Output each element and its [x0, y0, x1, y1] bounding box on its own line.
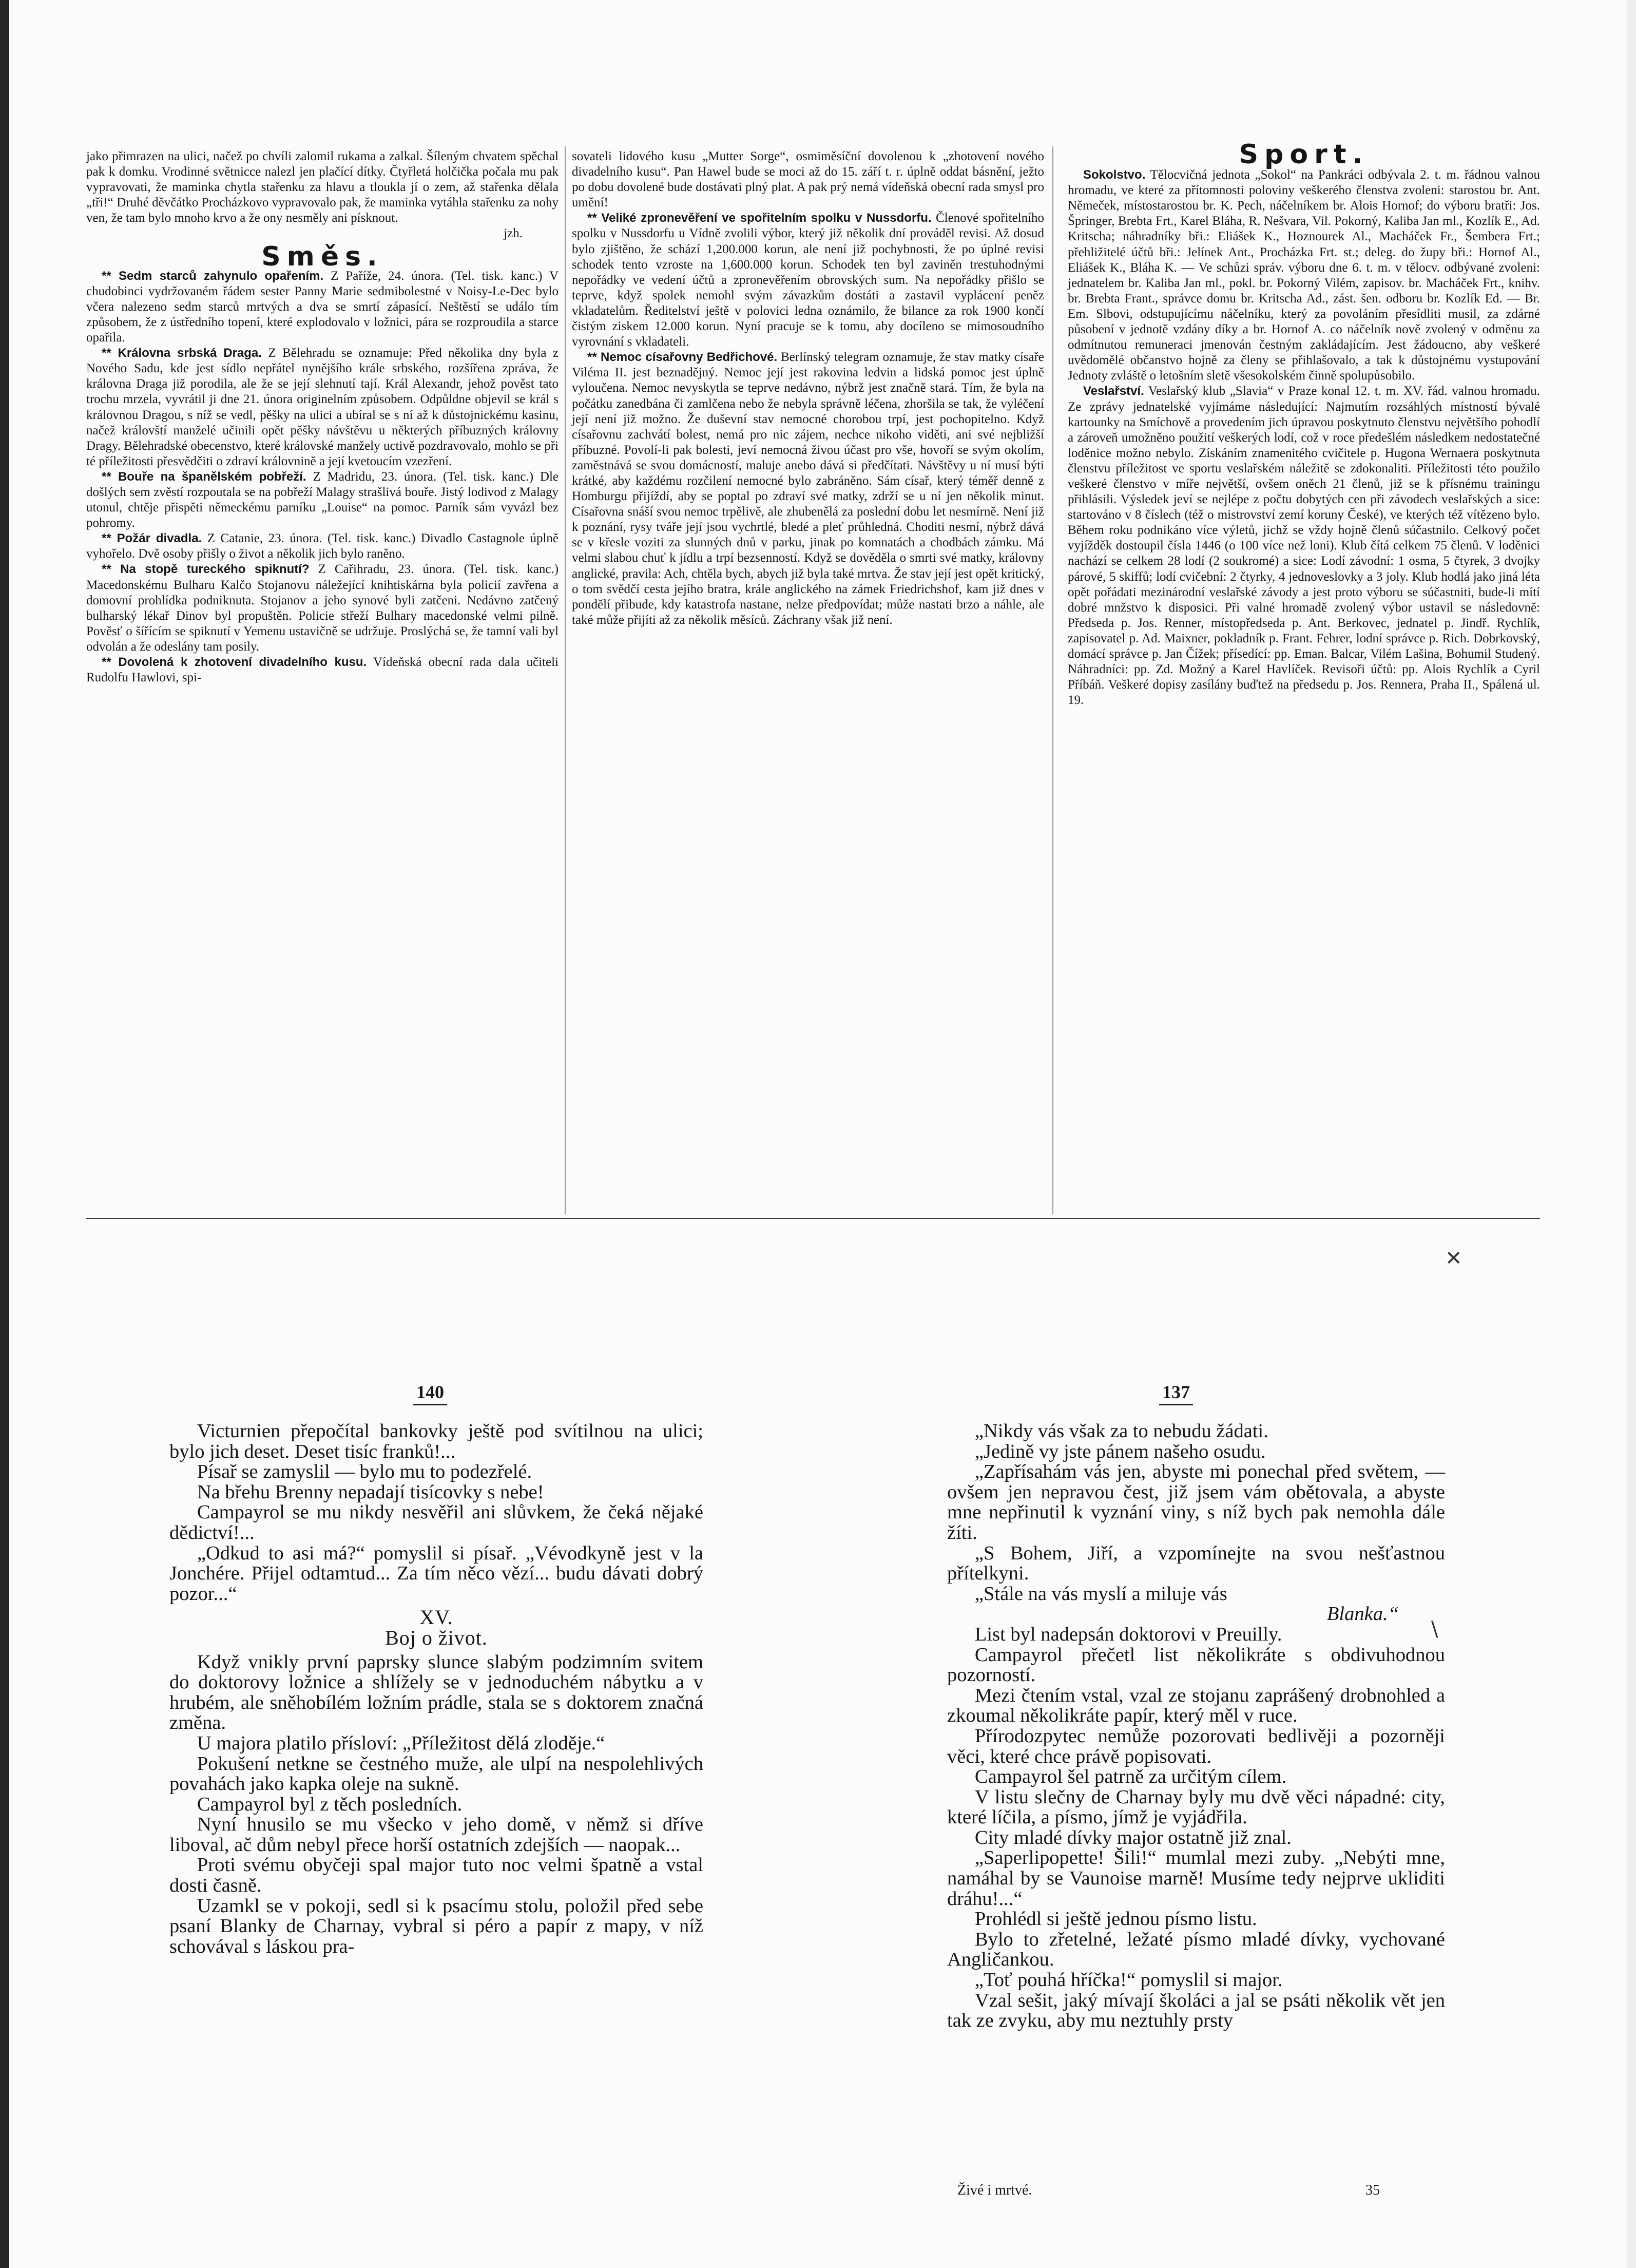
- news-item-text: Tělocvičná jednota „Sokol“ na Pankráci odbývala 2. t. m. řádnou valnou hromadu, ve které za přítomnosti poloviny veškerého členstva zvoleni: starostou br. Ant. Němeček, místostarostou br. K. Pech, náčelníkem br. Alois Hornof; do výboru bratři: Jos. Špringer, Brebta Frt., Karel Bláha, R. Nešvara, Vil. Pokorný, Kaliba Jan ml., Kozlík E., Ad. Kritscha; náhradníky bři.: Eliášek K., Hoznourek Al., Macháček Fr., Šembera Frt.; přehližitelé účtů bři.: Jelínek Ant., Procházka Frt. st.; deleg. do župy bři.: Hornof Al., Eliášek K., Bláha K. — Ve schůzi správ. výboru dne 6. t. m. v tělocv. odbývané zvoleni: jednatelem br. Kaliba Jan ml., pokl. br. Pokorný Vilém, zapisov. br. Macháček Frt., knihv. br. Brebta Frant., správce domu br. Kritscha Ad., zást. šen. odboru br. Kozlík Ed. — Br. Em. Slbovi, odstupujícímu náčelníku, který za povoláním přesídliti musil, za zdárné působení v jednotě vzdány díky a br. Hornof A. co náčelník nově zvolený v odměnu za odmítnutou remuneraci jmenován čestným zakládajícím. Jest žádoucno, aby veškeré uvědomělé občanstvo hojně za členy se přihlašovalo, a tak k důstojnému vystupování Jednoty zvláště o letošním sletě všesokolském činně spolupůsobilo.: [1068, 168, 1540, 383]
- story-paragraph: „S Bohem, Jiří, a vzpomínejte na svou nešťastnou přítelkyni.: [947, 1542, 1445, 1585]
- story-paragraph: Písař se zamyslil — bylo mu to podezřelé.: [197, 1461, 532, 1483]
- story-paragraph: „Nikdy vás však za to nebudu žádati.: [974, 1420, 1268, 1442]
- news-item: [86, 562, 559, 655]
- newspaper-column-2: [572, 149, 1044, 628]
- news-item-headline: Sokolstvo.: [1083, 168, 1146, 182]
- section-title-sport: Sport.: [1239, 139, 1369, 170]
- newspaper-column-3: [1068, 139, 1540, 708]
- story-paragraph: Victurnien přepočítal bankovky ještě pod svítilnou na ulici; bylo jich deset. Deset tisíc franků!...: [169, 1420, 703, 1462]
- story-paragraph: Campayrol byl z těch posledních.: [197, 1793, 463, 1815]
- column-text: sovateli lidového kusu „Mutter Sorge“, osmiměsíční dovolenou k „zhotovení nového divadelního kusu“. Pan Hawel bude se moci až do 15. září t. r. úplně oddat básnění, ježto po dobu dovolené bude dostávati plný plat. A pak prý nemá vídeňská obecní rada smysl pro umění!: [572, 149, 1044, 210]
- story-paragraph: City mladé dívky major ostatně již znal.: [974, 1826, 1292, 1848]
- story-paragraphs: [169, 1652, 703, 1957]
- news-item: [86, 346, 559, 469]
- story-paragraph: Campayrol se mu nikdy nesvěřil ani slůvkem, že čeká nějaké dědictví!...: [169, 1501, 703, 1543]
- news-item-text: Berlínský telegram oznamuje, že stav matky císaře Viléma II. jest beznadějný. Nemoc její jest rakovina ledvin a lidská pomoc jest úplně vyloučena. Nemoc nevyskytla se teprve nedávno, nýbrž jest značně stará. Tím, že byla na počátku zanedbána či zamlčena nebo že nebyla správně léčena, zhoršila se tak, že vyléčení její není již možno. Že duševní stav nemocné chorobou trpí, jest pochopitelno. Když císařovnu zachvátí bolest, nemá pro nic zájem, nechce nikoho viděti, ani své nejbližší příbuzné. Povolí-li pak bolesti, jeví nemocná živou účast pro vše, hovoří se svým okolím, zaměstnává se svou domácností, maluje anebo dává si předčítati. Návštěvy u ní musí býti krátké, aby každému rozčilení nemocné bylo zabráněno. Sám císař, který téměř denně z Homburgu přijíždí, aby se poptal po zdraví své matky, zdrží se u ní jen několik minut. Císařovna snáší svou nemoc trpělivě, ale zhubenělá za poslední dobu let nesmírně. Není již k poznání, rysy tváře její jsou vychrtlé, bledé a pleť průhledná. Choditi nesmí, nýbrž dává se v křesle voziti za slunných dnů v parku, jinak po komnatách a chodbách zámku. Má velmi slabou chuť k jídlu a trpí bezsenností. Když se dověděla o smrti své matky, královny anglické, pravila: Ach, chtěla bych, abych již byla také mrtva. Že stav její jest opět kritický, o tom svědčí cesta jejího bratra, krále anglického na zámek Friedrichshof, kam již dnes v pondělí přibude, kdy katastrofa nastane, nelze předpovídat; může nastati brzo a náhle, ale také může přijíti až za několik měsíců. Záchrany však již není.: [572, 350, 1045, 627]
- story-page-right: [947, 1421, 1445, 2031]
- story-paragraph: List byl nadepsán doktorovi v Preuilly.: [974, 1623, 1282, 1645]
- story-paragraph: Bylo to zřetelné, ležaté písmo mladé dívky, vychované Angličankou.: [947, 1928, 1445, 1971]
- story-paragraph: „Stále na vás myslí a miluje vás: [974, 1583, 1227, 1605]
- story-paragraphs: [947, 1421, 1445, 1604]
- chapter-number: XV.: [419, 1606, 453, 1629]
- story-paragraph: „Jedině vy jste pánem našeho osudu.: [974, 1440, 1266, 1462]
- news-item-text: Veslařský klub „Slavia“ v Praze konal 12. t. m. XV. řád. valnou hromadu. Ze zprávy jednatelské vyjímáme následující: Najmutím rozsáhlých místností bývalé kartounky na Smíchově a provedením jich úpravou poskytnuto členstvu největšího pohodlí a zároveň umožněno použití veškerých lodí, což v roce předešlém následkem nedostatečné loděnice možno nebylo. Získáním znamenitého cvičitele p. Hugona Wernaera poskytnuta členstvu příležitost ve sportu veslařském náležitě se zdokonaliti. Příležitosti této použilo veškeré členstvo v míře největší, ovšem oněch 21 členů, již se k přísnému trainingu přihlásili. Výsledek jeví se nejlépe z počtu dobytých cen při závodech veslařských a sice: startováno v 8 číslech (též o mistrovství zemí koruny České), ve kterých též vítězeno bylo. Během roku podnikáno více výletů, jichž se vždy hojně členů súčastnilo. Celkový počet vyjížděk dostoupil čísla 1446 (o 100 více než loni). Klub čítá celkem 75 členů. V loděnici nachází se celkem 28 lodí (2 soukromé) a sice: Lodí závodní: 1 osma, 5 čtyrek, 3 dvojky párové, 5 skiffů; lodí cvičební: 2 čtyrky, 4 jednoveslovky a 3 joly. Klub hodlá jako jiná léta opět pořádati mezinárodní veslařské závody a jest proto výboru se súčastniti, bude-li mítí dobré mnžstvo k disposici. Při valné hromadě zvolený výbor ustavil se následovně: Předseda p. Jos. Renner, místopředseda p. Ant. Berkovec, jednatel p. Jindř. Rychlík, zapisovatel p. Ad. Maixner, pokladník p. Frant. Fehrer, lodní správce p. Rich. Dobrkovský, domácí správce p. Jan Čížek; přísedící: pp. Eman. Balcar, Vilém Lašina, Bohumil Studený. Náhradníci: pp. Zd. Možný a Karel Havlíček. Revisoři účtů: pp. Alois Rychlík a Cyril Příbáň. Veškeré dopisy zasílány buďtež na předsedu p. Jos. Rennera, Praha II., Spálená ul. 19.: [1068, 384, 1540, 708]
- section-rule: [86, 1218, 1540, 1219]
- story-paragraph: „Odkud to asi má?“ pomyslil si písař. „Vévodkyně jest v la Jonchére. Přijel odtamtud... Za tím něco vězí... budu dávati dobrý pozor...“: [169, 1542, 703, 1605]
- news-items: [86, 269, 559, 686]
- story-paragraphs: [169, 1421, 703, 1604]
- footer-book-title: Živé i mrtvé.: [957, 2182, 1032, 2198]
- story-paragraph: Přírodozpytec nemůže pozorovati bedlivěji a pozorněji věci, které chce právě popisovati.: [947, 1725, 1445, 1767]
- news-item: [1068, 167, 1540, 384]
- column-divider: [565, 146, 566, 1214]
- story-paragraph: U majora platilo přísloví: „Příležitost dělá zloděje.“: [197, 1732, 605, 1754]
- column-divider: [1052, 146, 1053, 1214]
- story-paragraphs: [947, 1625, 1445, 2031]
- story-paragraph: Campayrol šel patrně za určitým cílem.: [974, 1766, 1287, 1788]
- story-paragraph: V listu slečny de Charnay byly mu dvě věci nápadné: city, které líčila, a písmo, jímž je vyjádřila.: [947, 1786, 1445, 1828]
- story-paragraph: Mezi čtením vstal, vzal ze stojanu zaprášený drobnohled a zkoumal několikráte papír, který měl v ruce.: [947, 1684, 1445, 1727]
- news-item: [1068, 384, 1540, 708]
- chapter-title: Boj o život.: [385, 1626, 488, 1649]
- story-page-left: [169, 1421, 703, 1957]
- news-item-text: Z Madridu, 23. února. (Tel. tisk. kanc.) Dle došlých sem zvěstí rozpoutala se na pobřeží Malagy strašlivá bouře. Jistý lodivod z Malagy utonul, chtěje přispěti německému parníku „Louise“ na pomoc. Parník sám vyvázl bez pohromy.: [86, 469, 559, 530]
- story-paragraph: Uzamkl se v pokoji, sedl si k psacímu stolu, položil před sebe psaní Blanky de Charnay, vybral si péro a papír z mapy, v níž schovával s láskou pra-: [169, 1895, 703, 1957]
- pencil-mark-icon: \: [1431, 1617, 1438, 1641]
- story-paragraph: „Saperlipopette! Šili!“ mumlal mezi zuby. „Nebýti mne, namáhal by se Vaunoise marně! Musíme tedy nejprve ukliditi dráhu!...“: [947, 1847, 1445, 1910]
- news-item-headline: ** Nemoc císařovny Bedřichové.: [587, 350, 778, 365]
- letter-signature: Blanka.“: [1326, 1603, 1399, 1625]
- news-item-text: Z Paříže, 24. února. (Tel. tisk. kanc.) V chudobinci vydržovaném řádem sester Panny Marie sedmibolestné v Noisy-Le-Dec bylo včera nalezeno sedm starců mrtvých a dva se smrtí zápasící. Neštěstí se událo tím způsobem, že z ústředního topení, které explodovalo v ložnici, pára se rozproudila a starce opařila.: [86, 269, 559, 345]
- news-items: [572, 211, 1044, 628]
- news-item: [86, 269, 559, 346]
- news-item-headline: Veslařství.: [1083, 384, 1144, 398]
- news-item-text: Z Catanie, 23. února. (Tel. tisk. kanc.) Divadlo Castagnole úplně vyhořelo. Dvě osoby přišly o život a několik jich bylo raněno.: [86, 531, 559, 561]
- story-paragraph: Prohlédl si ještě jednou písmo listu.: [974, 1908, 1257, 1930]
- news-item: [86, 531, 559, 562]
- story-paragraph: Proti svému obyčeji spal major tuto noc velmi špatně a vstal dosti časně.: [169, 1854, 703, 1897]
- news-item-headline: ** Dovolená k zhotovení divadelního kusu.: [102, 655, 367, 669]
- section-title-smes: Směs.: [261, 241, 383, 272]
- news-item: [572, 350, 1044, 628]
- news-item-text: Z Bělehradu se oznamuje: Před několika dny byla z Nového Sadu, kde jest sídlo nepřátel nynějšího krále srbského, rozšířena zpráva, že královna Draga již porodila, ale že se její slehnutí tají. Král Alexandr, jehož pověst tato trochu mrzela, vyvrátil ji dne 21. února originelním způsobem. Odpůldne objevil se král s královnou Dragou, s níž se vedl, pěšky na ulici a ubíral se s ní až k důstojnickému kasinu, načež královští manželé učinili opět pěšky návštěvu u některých příbuzných královny Dragy. Bělehradské obecenstvo, které královské manžely uctivě pozdravovalo, mohlo se při té příležitosti přesvědčiti o zdraví královnině a její kvetoucím vzezření.: [86, 346, 559, 468]
- news-item-text: Členové spořitelního spolku v Nussdorfu u Vídně zvolili výbor, který již několik dní prováděl revisi. Až dosud bylo zjištěno, že schází 1,200.000 korun, ale není již pochybnosti, že po úplné revisi schodek tento vzroste na 1,600.000 korun. Schodek ten byl zaviněn trestuhodnými nepořádky ve vedení účtů a zpronevěřením obrovských sum. Na nepořádky přišlo se teprve, když spolek nemohl svým závazkům dostáti a zastavil vyplácení peněz vkladatelům. Ředitelství ještě v polovici ledna oznámilo, že bilance za rok 1900 končí čistým ziskem 12.000 korun. Nyní pracuje se k tomu, aby docíleno se mimosoudního vyrovnání s vkladateli.: [572, 211, 1045, 349]
- pencil-mark-icon: ✕: [1445, 1247, 1462, 1270]
- story-paragraph: Vzal sešit, jaký mívají školáci a jal se psáti několik vět jen tak ze zvyku, aby mu neztuhly prsty: [947, 1989, 1445, 2032]
- article-signature: jzh.: [504, 226, 523, 241]
- news-item-text: Vídeňská obecní rada dala učiteli Rudolfu Hawlovi, spi-: [86, 655, 559, 685]
- newspaper-column-1: [86, 149, 559, 685]
- story-paragraph: Když vnikly první paprsky slunce slabým podzimním svitem do doktorovy ložnice a shlížely se v jednoduchém nábytku a v hrubém, ale sněhobílém ložním prádle, stala se s doktorem značná změna.: [169, 1651, 703, 1734]
- news-item: [572, 211, 1044, 350]
- scan-right-edge: [1627, 0, 1636, 2268]
- news-item: [86, 469, 559, 531]
- news-item-headline: ** Královna srbská Draga.: [102, 346, 262, 360]
- sport-items: [1068, 167, 1540, 708]
- story-paragraph: Na břehu Brenny nepadají tisícovky s nebe!: [197, 1481, 544, 1503]
- story-paragraph: Campayrol přečetl list několikráte s obdivuhodnou pozorností.: [947, 1644, 1445, 1686]
- news-item-headline: ** Na stopě tureckého spiknutí?: [102, 562, 310, 577]
- page-number-right: 137: [1159, 1381, 1193, 1405]
- column-text: jako přimrazen na ulici, načež po chvíli zalomil rukama a zalkal. Šíleným chvatem spěchal pak k domku. Vrodinné světnicce nalezl jen plačící dítky. Čtyřletá holčička počala mu pak vypravovati, že maminka chytla stařenku za hlavu a tloukla jí o zem, až stařenka dělala „tři!“ Druhé děvčátko Procházkovo vypravovalo pak, že maminka vytáhla stařenku za nohy ven, že tam bylo mnoho krvo a že ony nesměly ani písknout.: [86, 149, 559, 225]
- news-item: [86, 655, 559, 685]
- page-number-left: 140: [413, 1381, 447, 1405]
- news-item-headline: ** Veliké zpronevěření ve spořitelním spolku v Nussdorfu.: [587, 211, 932, 225]
- story-paragraph: „Toť pouhá hříčka!“ pomyslil si major.: [974, 1969, 1283, 1991]
- story-paragraph: Nyní hnusilo se mu všecko v jeho domě, v němž si dříve liboval, ač dům nebyl přece horší ostatních zdejších — naopak...: [169, 1814, 703, 1856]
- news-item-text: Z Cařihradu, 23. února. (Tel. tisk. kanc.) Macedonskému Bulharu Kalčo Stojanovu náležející knihtiskárna byla policií zavřena a domovní prohlídka podniknuta. Stojanov a jeho synové byli zatčeni. Nedávno zatčený bulharský lékař Dinov byl propuštěn. Policie střeží Bulhary macedonské velmi pilně. Pověsť o šířícím se spiknutí v Yemenu ustavičně se udržuje. Proslýchá se, že tamní vali byl odvolán a že odeslány tam posily.: [86, 562, 559, 654]
- news-item-headline: ** Sedm starců zahynulo opařením.: [102, 269, 324, 283]
- news-item-headline: ** Požár divadla.: [102, 531, 202, 546]
- story-paragraph: Pokušení netkne se čestného muže, ale ulpí na nespolehlivých povahách jako kapka oleje na sukně.: [169, 1752, 703, 1795]
- scan-left-edge: [0, 0, 9, 2268]
- story-paragraph: „Zapřísahám vás jen, abyste mi ponechal před světem, — ovšem jen nepravou čest, již jsem vám obětovala, a abyste mne nepřinutil k vyznání viny, s níž bych pak nemohla dále žíti.: [947, 1461, 1445, 1543]
- news-item-headline: ** Bouře na španělském pobřeží.: [102, 469, 306, 484]
- footer-signature-number: 35: [1365, 2182, 1380, 2198]
